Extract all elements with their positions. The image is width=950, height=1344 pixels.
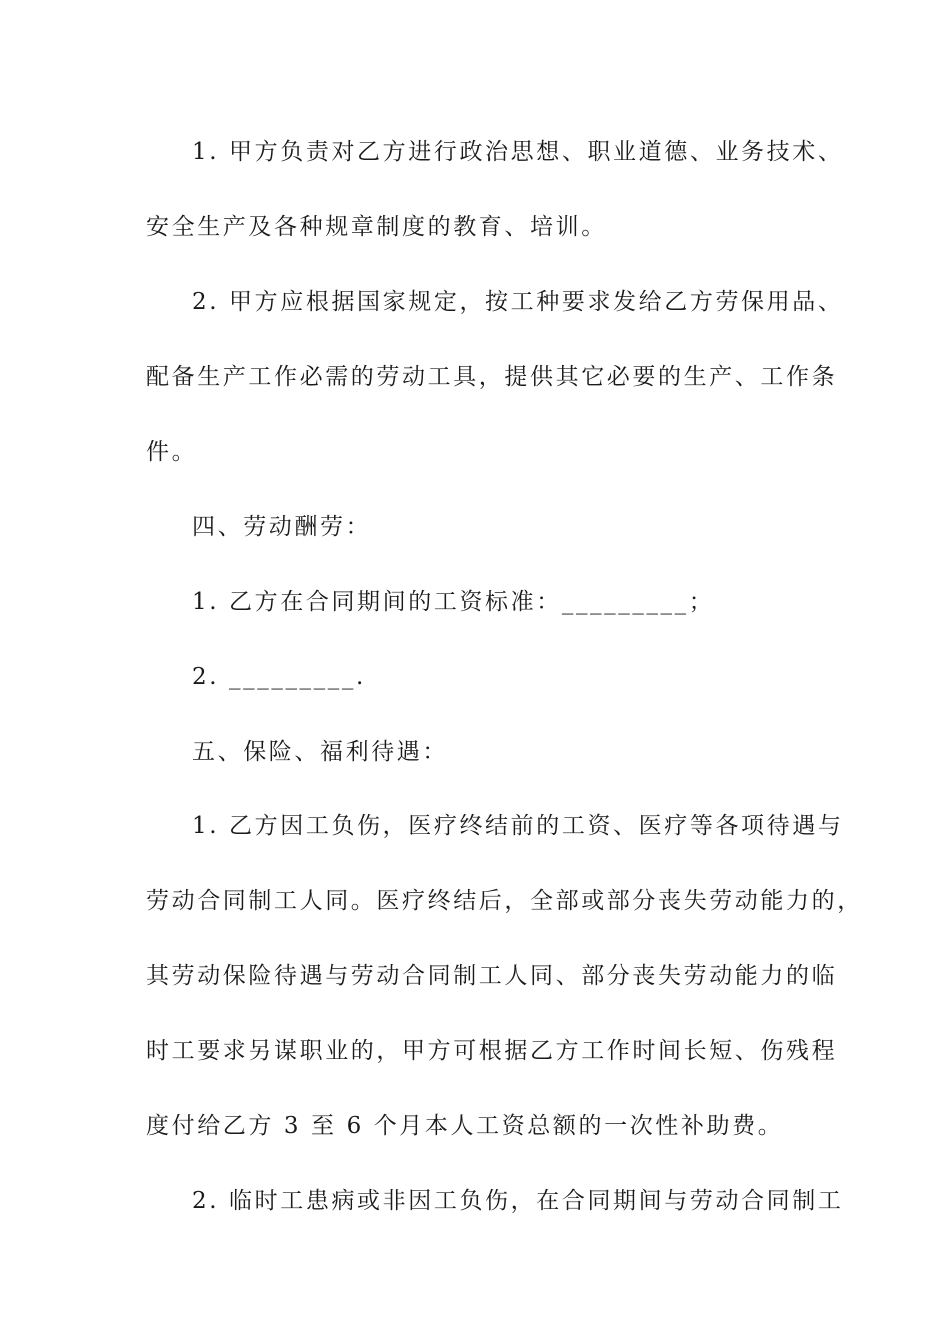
paragraph-line: 配备生产工作必需的劳动工具，提供其它必要的生产、工作条	[146, 364, 838, 390]
paragraph-line: 1. 甲方负责对乙方进行政治思想、职业道德、业务技术、	[192, 139, 844, 165]
paragraph-line: 其劳动保险待遇与劳动合同制工人同、部分丧失劳动能力的临	[146, 963, 838, 989]
paragraph-line: 2. 甲方应根据国家规定，按工种要求发给乙方劳保用品、	[192, 289, 844, 315]
paragraph-line: 2. 临时工患病或非因工负伤，在合同期间与劳动合同制工	[192, 1188, 844, 1214]
paragraph-line: 安全生产及各种规章制度的教育、培训。	[146, 214, 607, 240]
paragraph-line: 劳动合同制工人同。医疗终结后，全部或部分丧失劳动能力的，	[146, 888, 863, 914]
paragraph-line: 件。	[146, 439, 198, 465]
paragraph-line: 1. 乙方在合同期间的工资标准：_________；	[192, 589, 715, 615]
paragraph-line: 2. _________.	[192, 664, 366, 690]
paragraph-line: 时工要求另谋职业的，甲方可根据乙方工作时间长短、伤残程	[146, 1038, 838, 1064]
paragraph-line: 1. 乙方因工负伤，医疗终结前的工资、医疗等各项待遇与	[192, 813, 844, 839]
section-heading: 四、劳动酬劳：	[192, 514, 372, 540]
paragraph-line: 度付给乙方 3 至 6 个月本人工资总额的一次性补助费。	[146, 1113, 784, 1139]
section-heading: 五、保险、福利待遇：	[192, 739, 448, 765]
